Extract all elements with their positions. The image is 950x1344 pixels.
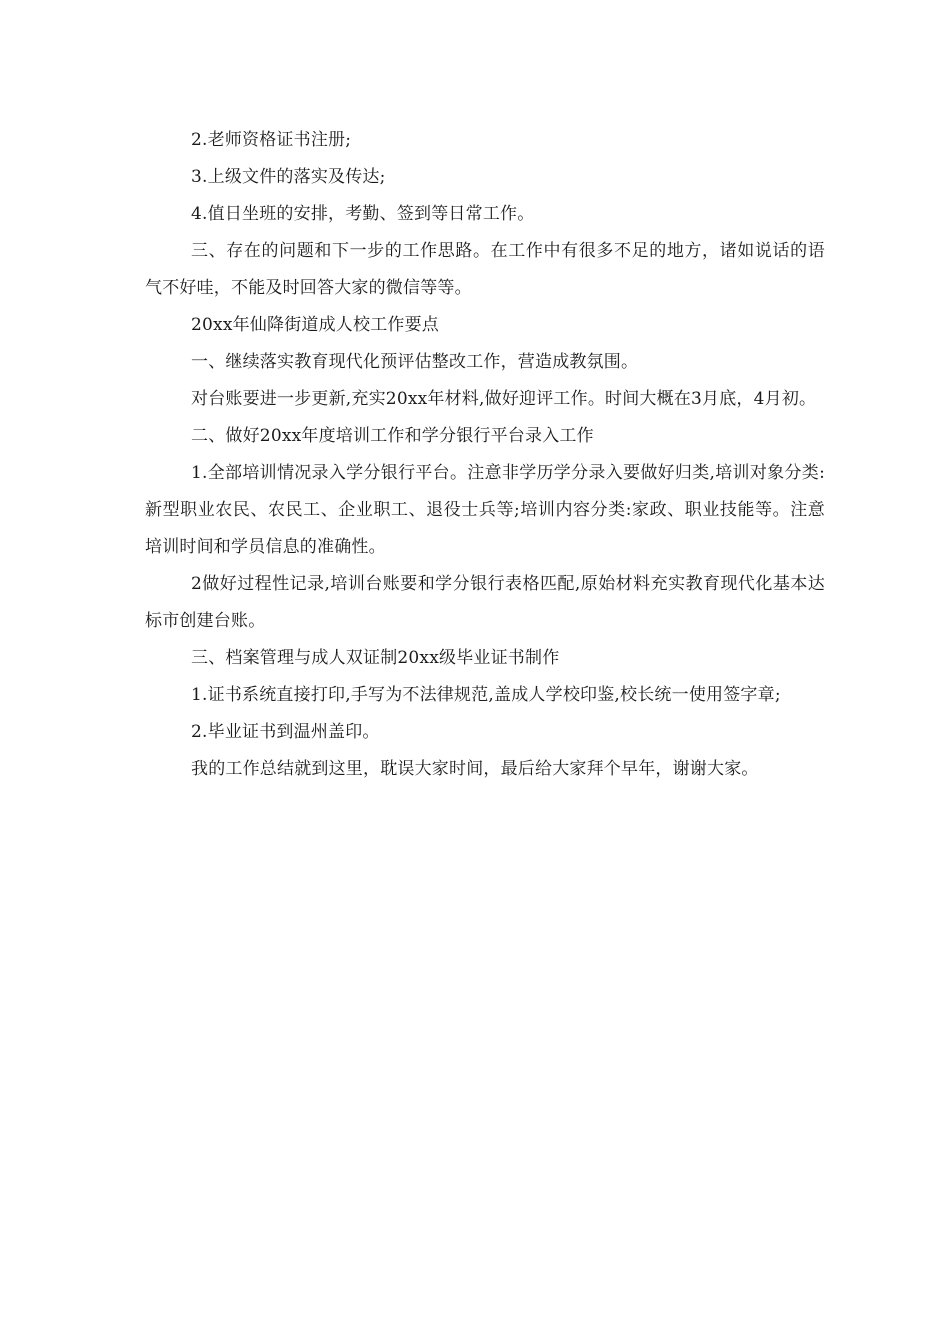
list-item-certificate-seal: 2.毕业证书到温州盖印。 — [191, 722, 380, 742]
list-item-duty-arrangement: 4.值日坐班的安排，考勤、签到等日常工作。 — [191, 204, 535, 224]
list-item-teacher-certificate: 2.老师资格证书注册; — [191, 130, 352, 150]
paragraph-ledger-update: 对台账要进一步更新,充实20xx年材料,做好迎评工作。时间大概在3月底，4月初。 — [191, 389, 817, 409]
list-item-process-records: 2做好过程性记录,培训台账要和学分银行表格匹配,原始材料充实教育现代化基本达标市创建台账。 — [145, 574, 825, 631]
section-heading-training: 二、做好20xx年度培训工作和学分银行平台录入工作 — [191, 426, 594, 446]
section-problems-and-next-steps: 三、存在的问题和下一步的工作思路。在工作中有很多不足的地方，诸如说话的语气不好哇，不能及时回答大家的微信等等。 — [145, 241, 825, 298]
section-title-work-points: 20xx年仙降街道成人校工作要点 — [191, 315, 440, 335]
list-item-training-entry: 1.全部培训情况录入学分银行平台。注意非学历学分录入要做好归类,培训对象分类:新型职业农民、农民工、企业职工、退役士兵等;培训内容分类:家政、职业技能等。注意培训时间和学员信息的准确性。 — [145, 463, 825, 557]
section-heading-modernization: 一、继续落实教育现代化预评估整改工作，营造成教氛围。 — [191, 352, 639, 372]
paragraph-closing-remarks: 我的工作总结就到这里，耽误大家时间，最后给大家拜个早年，谢谢大家。 — [191, 759, 759, 779]
document-body — [145, 122, 825, 788]
section-heading-archives: 三、档案管理与成人双证制20xx级毕业证书制作 — [191, 648, 560, 668]
list-item-document-implementation: 3.上级文件的落实及传达; — [191, 167, 386, 187]
list-item-certificate-printing: 1.证书系统直接打印,手写为不法律规范,盖成人学校印鉴,校长统一使用签字章; — [191, 685, 781, 705]
